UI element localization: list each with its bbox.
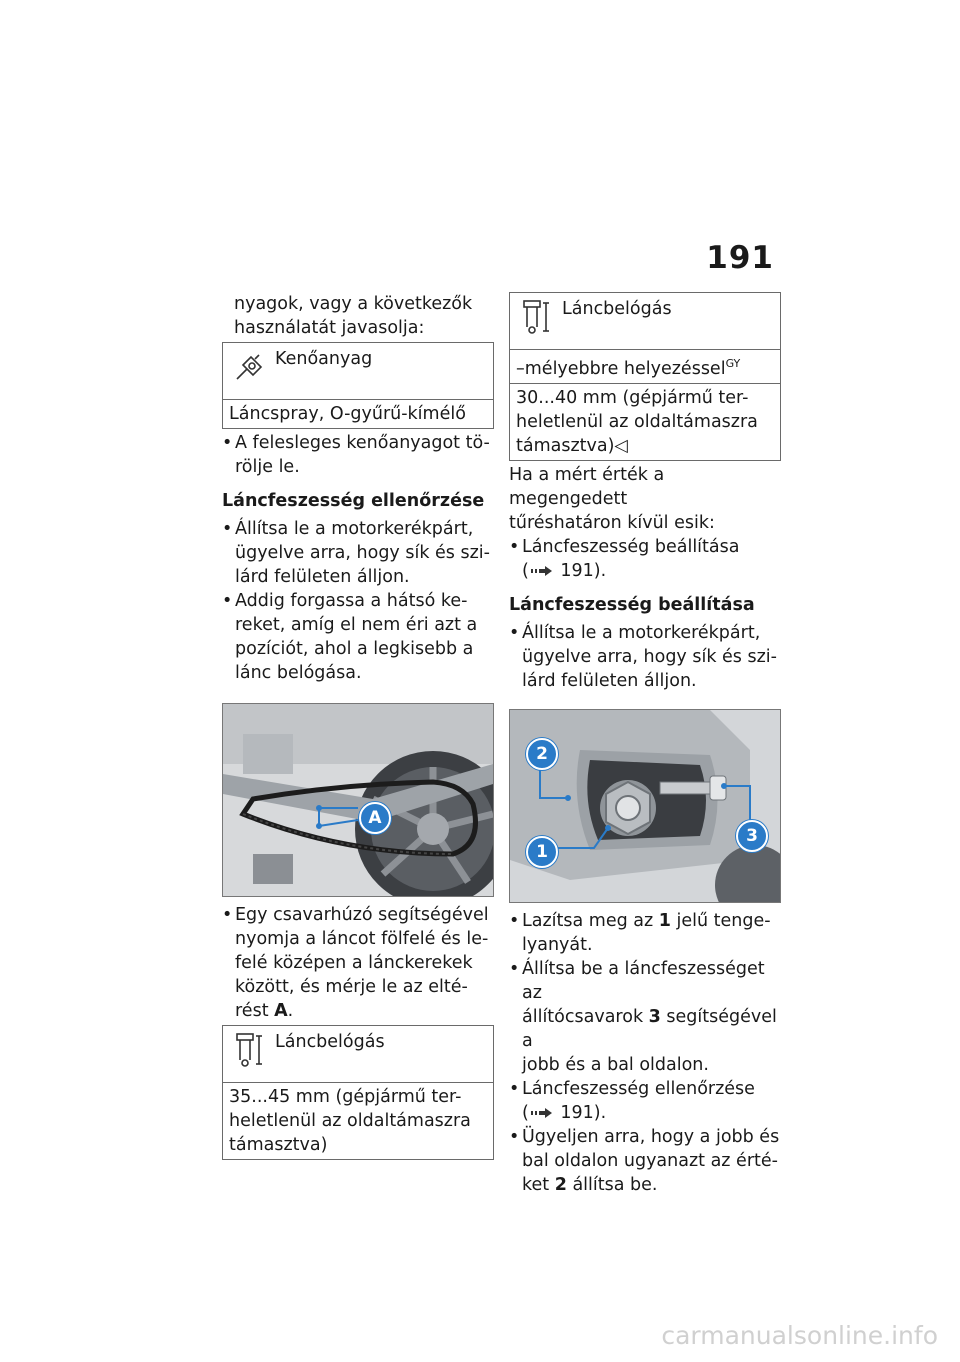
chain-sag-spec-header bbox=[223, 1026, 493, 1083]
page-reference-arrow-icon bbox=[531, 1107, 553, 1119]
list-item-line: lárd felületen álljon. bbox=[522, 670, 697, 691]
label-reference: 2 bbox=[554, 1174, 567, 1195]
list-item-line bbox=[522, 1005, 781, 1053]
list-item-line: • Addig forgassa a hátsó ke- bbox=[235, 591, 468, 611]
watermark: carmanualsonline.info bbox=[661, 1321, 938, 1350]
list-item-line: ügyelve arra, hogy sík és szi- bbox=[235, 543, 490, 563]
chain-sag-gauge-icon bbox=[229, 1030, 269, 1070]
body-text bbox=[509, 463, 781, 535]
list-item-line: • A felesleges kenőanyagot tö- bbox=[235, 433, 490, 453]
list-item-line: • Állítsa le a motorkerékpárt, bbox=[522, 622, 761, 643]
list-item-line: között, és mérje le az elté- bbox=[235, 977, 468, 997]
list-item-line: reket, amíg el nem éri azt a bbox=[235, 615, 478, 635]
label-reference: 3 bbox=[648, 1006, 661, 1027]
text-run: ket bbox=[522, 1174, 555, 1195]
variant-label: –mélyebbre helyezéssel bbox=[516, 358, 726, 379]
list-item-line: • Állítsa be a láncfeszességet az bbox=[522, 958, 765, 1003]
list-item-line: • Ügyeljen arra, hogy a jobb és bbox=[522, 1126, 780, 1147]
list-item bbox=[222, 903, 494, 1023]
lubricant-spec-box bbox=[222, 342, 494, 429]
section-heading: Láncfeszesség beállítása bbox=[509, 594, 755, 615]
chain-sag-title: Láncbelógás bbox=[275, 1032, 385, 1052]
list-item bbox=[222, 431, 494, 479]
value-line: támasztva)◁ bbox=[516, 435, 628, 456]
value-line: heletlenül az oldaltámaszra bbox=[516, 411, 758, 432]
text-run: állítócsavarok bbox=[522, 1006, 649, 1027]
chain-sag-figure bbox=[222, 703, 494, 897]
body-line: tűréshatáron kívül esik: bbox=[509, 512, 715, 533]
chain-sag-value bbox=[510, 384, 780, 460]
list-item-line: • Láncfeszesség ellenőrzése bbox=[522, 1078, 755, 1099]
left-column bbox=[222, 292, 494, 1162]
lubricant-title: Kenőanyag bbox=[275, 349, 373, 369]
list-item-line: lánc belógása. bbox=[235, 663, 362, 683]
chain-sag-value bbox=[223, 1083, 493, 1159]
callout-2: 2 bbox=[526, 738, 558, 770]
list-item-line: lyanyát. bbox=[522, 934, 593, 955]
list-item bbox=[222, 517, 494, 589]
list-item-line: felé középen a lánckerekek bbox=[235, 953, 473, 973]
list-item-line: nyomja a láncot fölfelé és le- bbox=[235, 929, 489, 949]
list-item-line: • Egy csavarhúzó segítségével bbox=[235, 905, 489, 925]
list-item-line: pozíciót, ahol a legkisebb a bbox=[235, 639, 474, 659]
page-reference[interactable] bbox=[522, 559, 781, 583]
list-item-line: jobb és a bal oldalon. bbox=[522, 1054, 709, 1075]
list-item-line: • Állítsa le a motorkerékpárt, bbox=[235, 519, 474, 539]
text-run: jelű tenge- bbox=[670, 910, 771, 931]
chain-sag-gauge-icon bbox=[516, 297, 556, 337]
list-item-line: ügyelve arra, hogy sík és szi- bbox=[522, 646, 777, 667]
callout-1: 1 bbox=[526, 836, 558, 868]
text-run: állítsa be. bbox=[566, 1174, 658, 1195]
value-line: támasztva) bbox=[229, 1135, 328, 1155]
list-item-line: bal oldalon ugyanazt az érté- bbox=[522, 1150, 778, 1171]
chain-adjuster-figure bbox=[509, 709, 781, 903]
body-line: Ha a mért érték a megengedett bbox=[509, 464, 665, 509]
label-reference: 1 bbox=[658, 910, 671, 931]
list-item-line bbox=[522, 909, 781, 933]
lubricant-oil-can-icon bbox=[229, 347, 269, 387]
motorcycle-rear-wheel-illustration bbox=[223, 704, 493, 896]
chain-sag-spec-header bbox=[510, 293, 780, 350]
text-run: Lazítsa meg az bbox=[522, 910, 659, 931]
list-item bbox=[509, 957, 781, 1077]
list-item-line: lárd felületen álljon. bbox=[235, 567, 410, 587]
section-heading: Láncfeszesség ellenőrzése bbox=[222, 491, 485, 511]
label-reference: A bbox=[274, 1001, 288, 1021]
text-run: 191). bbox=[554, 1102, 607, 1123]
lubricant-value: Láncspray, O-gyűrű-kímélő bbox=[229, 404, 466, 424]
text-run: ( bbox=[522, 1102, 529, 1123]
list-item-line: • Láncfeszesség beállítása bbox=[522, 536, 740, 557]
text-run: segítségével a bbox=[522, 1006, 777, 1051]
value-line: 30...40 mm (gépjármű ter- bbox=[516, 387, 749, 408]
lubricant-spec-header bbox=[223, 343, 493, 400]
text-run: . bbox=[287, 1001, 294, 1021]
text-run: 191). bbox=[554, 560, 607, 581]
intro-line: használatát javasolja: bbox=[234, 318, 425, 338]
page-number: 191 bbox=[706, 240, 774, 276]
list-item bbox=[509, 1077, 781, 1125]
text-run: ( bbox=[522, 560, 529, 581]
callout-a: A bbox=[359, 802, 391, 834]
value-line: heletlenül az oldaltámaszra bbox=[229, 1111, 471, 1131]
list-item-line bbox=[235, 999, 494, 1023]
chain-sag-lowered-spec-box bbox=[509, 292, 781, 461]
list-item bbox=[509, 909, 781, 957]
right-column bbox=[509, 292, 781, 1197]
text-run: rést bbox=[235, 1001, 275, 1021]
lowered-variant-row bbox=[510, 350, 780, 384]
page-reference[interactable] bbox=[522, 1101, 781, 1125]
chain-sag-title: Láncbelógás bbox=[562, 299, 672, 319]
callout-3: 3 bbox=[736, 820, 768, 852]
list-item bbox=[509, 535, 781, 583]
chain-sag-spec-box bbox=[222, 1025, 494, 1160]
list-item-line: rölje le. bbox=[235, 457, 300, 477]
intro-text bbox=[222, 292, 494, 340]
list-item-line bbox=[522, 1173, 781, 1197]
list-item bbox=[509, 1125, 781, 1197]
list-item bbox=[222, 589, 494, 685]
page-reference-arrow-icon bbox=[531, 565, 553, 577]
option-marker: GY bbox=[725, 357, 741, 370]
value-line: 35...45 mm (gépjármű ter- bbox=[229, 1087, 462, 1107]
list-item bbox=[509, 621, 781, 693]
intro-line: nyagok, vagy a következők bbox=[234, 294, 473, 314]
chain-adjuster-illustration bbox=[510, 710, 780, 902]
